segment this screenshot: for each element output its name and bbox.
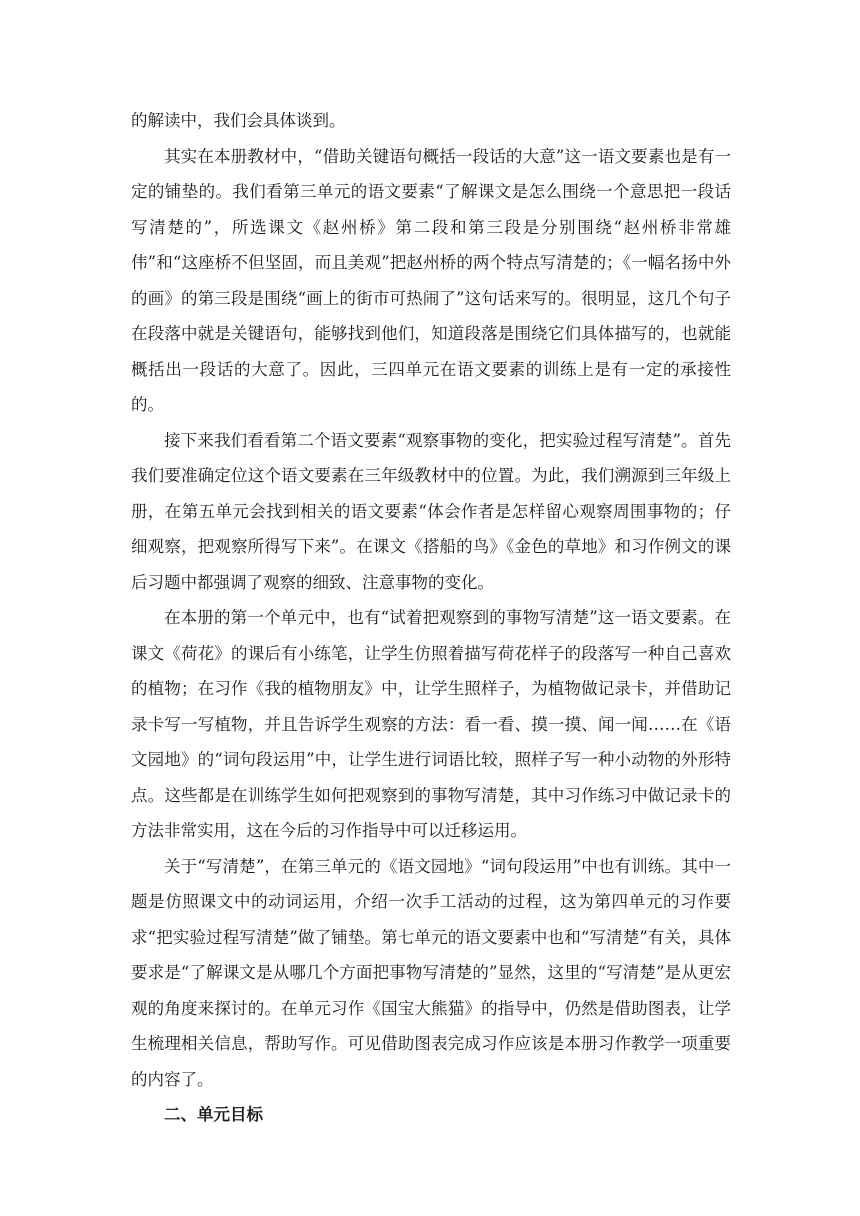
paragraph-write-clearly: 关于“写清楚”，在第三单元的《语文园地》“词句段运用”中也有训练。其中一题是仿照课文中的动词运用，介绍一次手工活动的过程，这为第四单元的习作要求“把实验过程写清楚”做了铺垫。第七单元的语文要素中也和“写清楚”有关，具体要求是“了解课文是从哪几个方面把事物写清楚的”显然，这里的“写清楚”是从更宏观的角度来探讨的。在单元习作《国宝大熊猫》的指导中，仍然是借助图表，让学生梳理相关信息，帮助写作。可见借助图表完成习作应该是本册习作教学一项重要的内容了。 xyxy=(131,856,731,1089)
paragraph-key-sentences: 其实在本册教材中，“借助关键语句概括一段话的大意”这一语文要素也是有一定的铺垫的。我们看第三单元的语文要素“了解课文是怎么围绕一个意思把一段话写清楚的”，所选课文《赵州桥》第二段和第三段是分别围绕“赵州桥非常雄伟”和“这座桥不但坚固，而且美观”把赵州桥的两个特点写清楚的；《一幅名扬中外的画》的第三段是围绕“画上的街市可热闹了”这句话来写的。很明显，这几个句子在段落中就是关键语句，能够找到他们，知道段落是围绕它们具体描写的，也就能概括出一段话的大意了。因此，三四单元在语文要素的训练上是有一定的承接性的。 xyxy=(131,146,731,414)
paragraph-unit-one: 在本册的第一个单元中，也有“试着把观察到的事物写清楚”这一语文要素。在课文《荷花》的课后有小练笔，让学生仿照着描写荷花样子的段落写一种自己喜欢的植物；在习作《我的植物朋友》中，让学生照样子，为植物做记录卡，并借助记录卡写一写植物，并且告诉学生观察的方法：看一看、摸一摸、闻一闻……在《语文园地》的“词句段运用”中，让学生进行词语比较，照样子写一种小动物的外形特点。这些都是在训练学生如何把观察到的事物写清楚，其中习作练习中做记录卡的方法非常实用，这在今后的习作指导中可以迁移运用。 xyxy=(131,608,731,840)
paragraph-continuation: 的解读中，我们会具体谈到。 xyxy=(131,111,346,130)
document-body xyxy=(131,103,731,1133)
paragraph-observation-element: 接下来我们看看第二个语文要素“观察事物的变化，把实验过程写清楚”。首先我们要准确定位这个语文要素在三年级教材中的位置。为此，我们溯源到三年级上册，在第五单元会找到相关的语文要素“体会作者是怎样留心观察周围事物的；仔细观察，把观察所得写下来”。在课文《搭船的鸟》《金色的草地》和习作例文的课后习题中都强调了观察的细致、注意事物的变化。 xyxy=(131,430,731,592)
section-heading: 二、单元目标 xyxy=(164,1105,263,1124)
